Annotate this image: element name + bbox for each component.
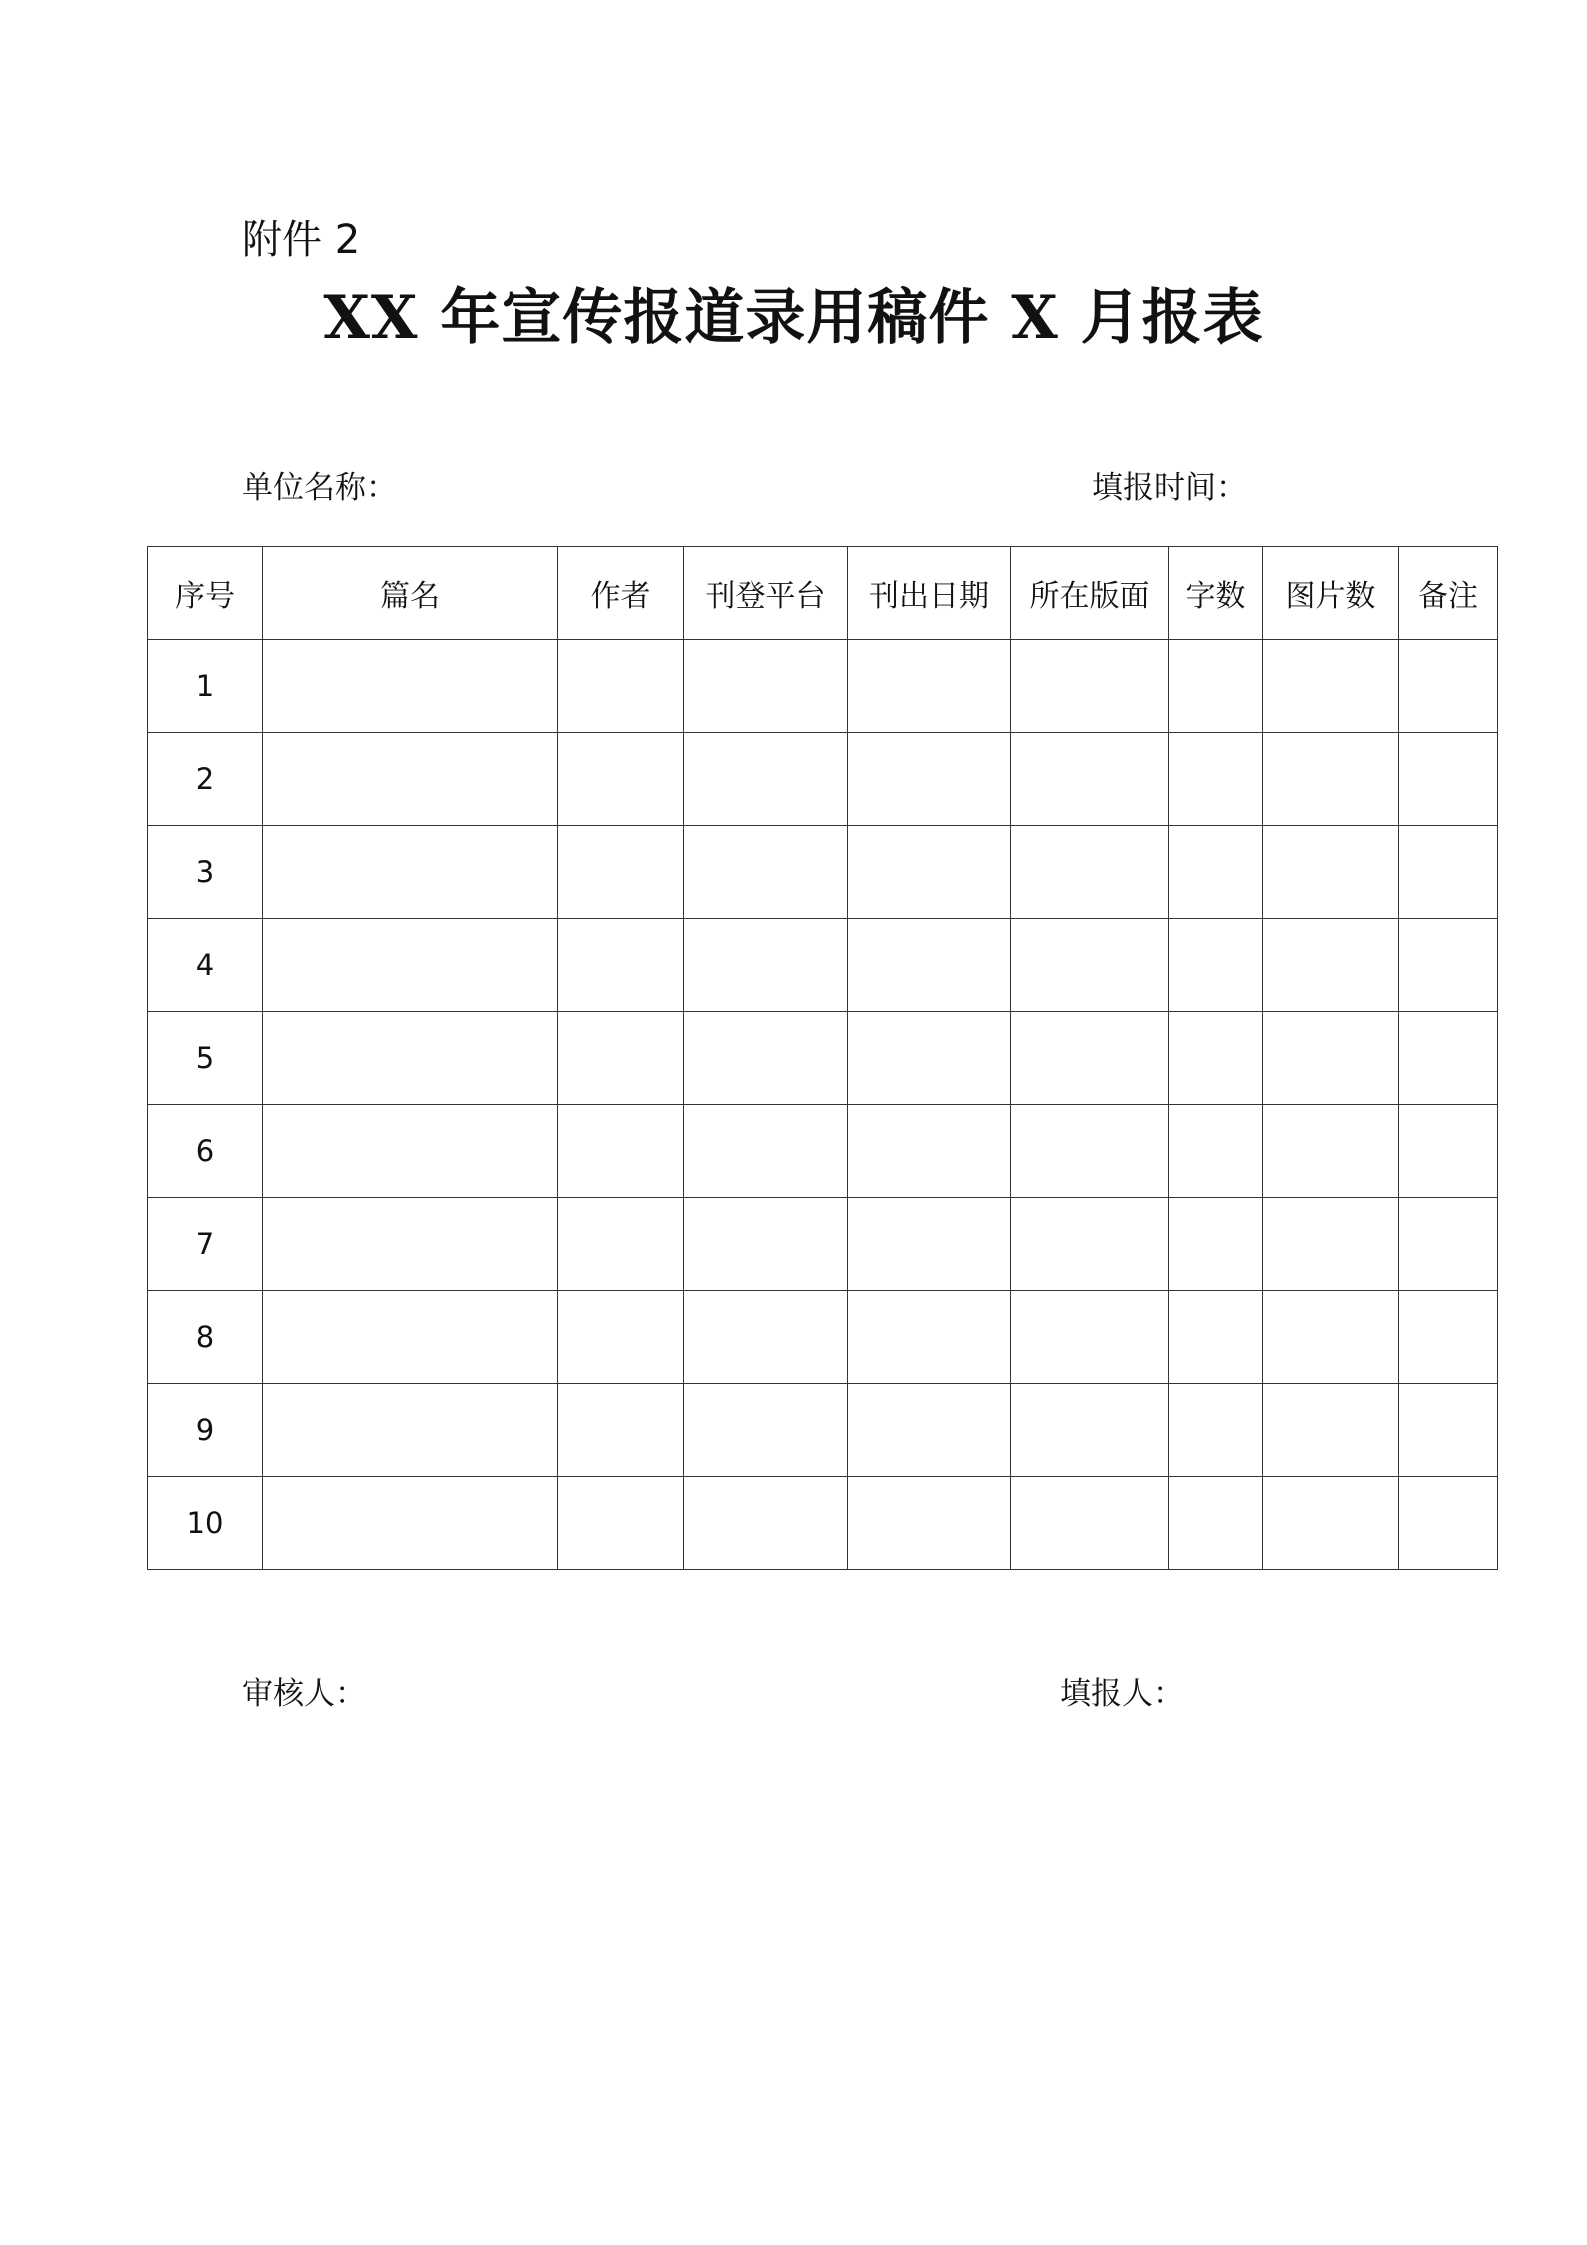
row-index-cell: 4 [148,919,263,1012]
word-count-cell[interactable] [1169,1291,1263,1384]
col-header-page-section: 所在版面 [1011,547,1169,640]
table-row [148,1384,1498,1477]
remarks-cell[interactable] [1399,1384,1498,1477]
author-cell[interactable] [558,1291,684,1384]
publish-date-cell[interactable] [848,1012,1011,1105]
remarks-cell[interactable] [1399,640,1498,733]
article-title-cell[interactable] [263,1012,558,1105]
platform-cell[interactable] [684,1291,848,1384]
image-count-cell[interactable] [1263,919,1399,1012]
col-header-word-count: 字数 [1169,547,1263,640]
publish-date-cell[interactable] [848,826,1011,919]
table-body [148,640,1498,1570]
row-index-cell: 9 [148,1384,263,1477]
page-section-cell[interactable] [1011,1105,1169,1198]
platform-cell[interactable] [684,1198,848,1291]
article-title-cell[interactable] [263,826,558,919]
image-count-cell[interactable] [1263,1012,1399,1105]
author-cell[interactable] [558,1012,684,1105]
remarks-cell[interactable] [1399,1012,1498,1105]
table-row [148,1012,1498,1105]
col-header-index: 序号 [148,547,263,640]
header-row [148,547,1498,640]
word-count-cell[interactable] [1169,733,1263,826]
article-title-cell[interactable] [263,1291,558,1384]
image-count-cell[interactable] [1263,1105,1399,1198]
publish-date-cell[interactable] [848,1198,1011,1291]
word-count-cell[interactable] [1169,1198,1263,1291]
author-cell[interactable] [558,1198,684,1291]
table-row [148,1105,1498,1198]
page-section-cell[interactable] [1011,826,1169,919]
author-cell[interactable] [558,1477,684,1570]
publish-date-cell[interactable] [848,640,1011,733]
page-section-cell[interactable] [1011,733,1169,826]
word-count-cell[interactable] [1169,826,1263,919]
publish-date-cell[interactable] [848,1105,1011,1198]
image-count-cell[interactable] [1263,733,1399,826]
col-header-image-count: 图片数 [1263,547,1399,640]
row-index-cell: 8 [148,1291,263,1384]
platform-cell[interactable] [684,733,848,826]
author-cell[interactable] [558,1105,684,1198]
platform-cell[interactable] [684,640,848,733]
remarks-cell[interactable] [1399,826,1498,919]
article-title-cell[interactable] [263,1198,558,1291]
page-section-cell[interactable] [1011,1012,1169,1105]
article-title-cell[interactable] [263,1477,558,1570]
col-header-author: 作者 [558,547,684,640]
page-section-cell[interactable] [1011,1198,1169,1291]
page-section-cell[interactable] [1011,1477,1169,1570]
author-cell[interactable] [558,919,684,1012]
word-count-cell[interactable] [1169,1012,1263,1105]
col-header-publish-date: 刊出日期 [848,547,1011,640]
col-header-platform: 刊登平台 [684,547,848,640]
reviewer-label: 审核人： [242,1676,366,1712]
table-row [148,733,1498,826]
word-count-cell[interactable] [1169,640,1263,733]
report-title: XX 年宣传报道录用稿件 X 月报表 [323,283,1264,353]
page-section-cell[interactable] [1011,1291,1169,1384]
report-table [147,546,1498,1570]
word-count-cell[interactable] [1169,1384,1263,1477]
platform-cell[interactable] [684,919,848,1012]
article-title-cell[interactable] [263,733,558,826]
publish-date-cell[interactable] [848,1384,1011,1477]
word-count-cell[interactable] [1169,1105,1263,1198]
row-index-cell: 2 [148,733,263,826]
table-row [148,1291,1498,1384]
row-index-cell: 6 [148,1105,263,1198]
image-count-cell[interactable] [1263,1477,1399,1570]
image-count-cell[interactable] [1263,1291,1399,1384]
publish-date-cell[interactable] [848,919,1011,1012]
image-count-cell[interactable] [1263,1198,1399,1291]
fill-time-label: 填报时间： [1092,470,1247,506]
row-index-cell: 1 [148,640,263,733]
col-header-remarks: 备注 [1399,547,1498,640]
remarks-cell[interactable] [1399,919,1498,1012]
table-row [148,826,1498,919]
table-row [148,1198,1498,1291]
publish-date-cell[interactable] [848,1291,1011,1384]
unit-name-label: 单位名称： [242,470,397,506]
platform-cell[interactable] [684,1012,848,1105]
author-cell[interactable] [558,733,684,826]
page-section-cell[interactable] [1011,1384,1169,1477]
remarks-cell[interactable] [1399,1105,1498,1198]
image-count-cell[interactable] [1263,826,1399,919]
remarks-cell[interactable] [1399,733,1498,826]
article-title-cell[interactable] [263,919,558,1012]
author-cell[interactable] [558,640,684,733]
image-count-cell[interactable] [1263,1384,1399,1477]
platform-cell[interactable] [684,826,848,919]
publish-date-cell[interactable] [848,733,1011,826]
remarks-cell[interactable] [1399,1198,1498,1291]
filler-label: 填报人： [1060,1676,1184,1712]
row-index-cell: 10 [148,1477,263,1570]
word-count-cell[interactable] [1169,1477,1263,1570]
attachment-label: 附件 2 [242,217,361,263]
row-index-cell: 5 [148,1012,263,1105]
table-row [148,919,1498,1012]
remarks-cell[interactable] [1399,1477,1498,1570]
platform-cell[interactable] [684,1477,848,1570]
image-count-cell[interactable] [1263,640,1399,733]
publish-date-cell[interactable] [848,1477,1011,1570]
table-row [148,1477,1498,1570]
col-header-article-title: 篇名 [263,547,558,640]
platform-cell[interactable] [684,1384,848,1477]
platform-cell[interactable] [684,1105,848,1198]
page-section-cell[interactable] [1011,640,1169,733]
remarks-cell[interactable] [1399,1291,1498,1384]
article-title-cell[interactable] [263,1105,558,1198]
table-row [148,640,1498,733]
author-cell[interactable] [558,1384,684,1477]
row-index-cell: 7 [148,1198,263,1291]
word-count-cell[interactable] [1169,919,1263,1012]
article-title-cell[interactable] [263,1384,558,1477]
author-cell[interactable] [558,826,684,919]
row-index-cell: 3 [148,826,263,919]
page-section-cell[interactable] [1011,919,1169,1012]
article-title-cell[interactable] [263,640,558,733]
